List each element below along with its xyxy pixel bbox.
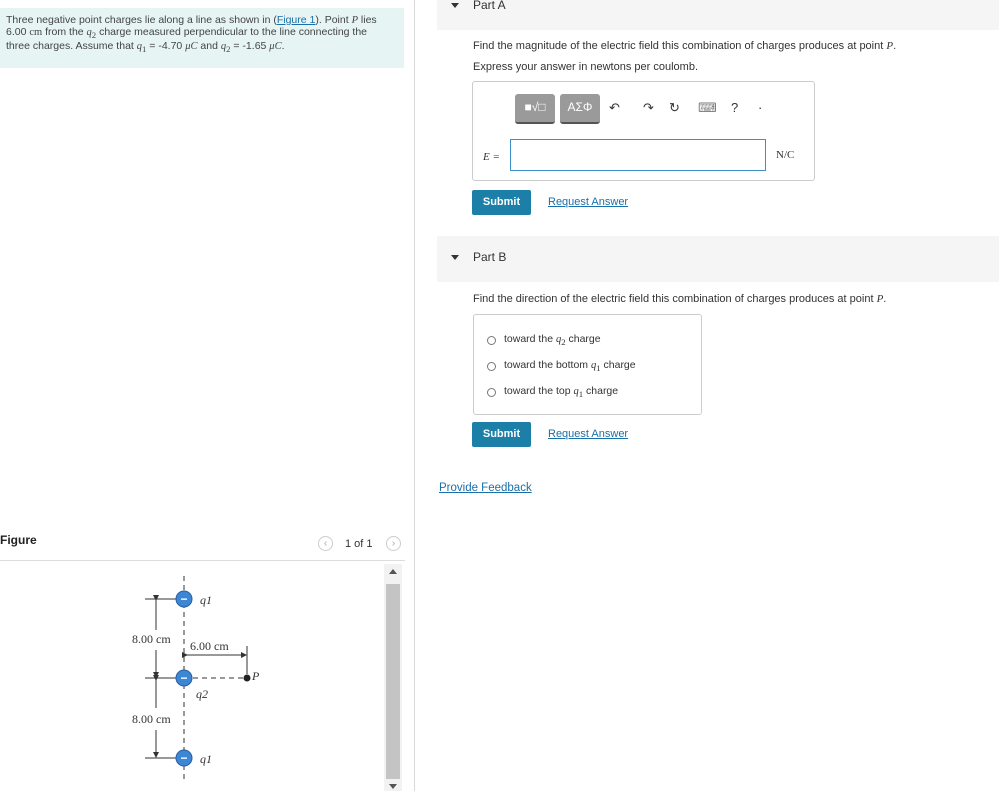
radio-button[interactable] xyxy=(487,362,496,371)
symbols-button[interactable]: ΑΣΦ xyxy=(560,94,600,124)
chevron-left-icon: ‹ xyxy=(323,538,328,549)
radio-button[interactable] xyxy=(487,388,496,397)
q2-label: q2 xyxy=(196,687,208,701)
redo-icon[interactable]: ↷ xyxy=(643,100,654,115)
part-a-question: Find the magnitude of the electric field this combination of charges produces at point P. xyxy=(473,40,897,52)
e-input-label: E = xyxy=(483,151,500,163)
part-a-instruction: Express your answer in newtons per coulomb. xyxy=(473,61,698,73)
column-divider xyxy=(414,0,415,791)
problem-line-1: Three negative point charges lie along a line as shown in (Figure 1). Point P lies xyxy=(6,14,377,26)
answer-box xyxy=(472,81,815,181)
next-figure-button[interactable] xyxy=(386,536,401,551)
charge-diagram xyxy=(120,570,280,785)
part-b-header[interactable] xyxy=(437,236,999,282)
point-p-label: P xyxy=(252,669,260,683)
minus-icon: − xyxy=(180,671,188,685)
problem-line-2: 6.00 cm from the $q_2$ charge measured perpendicular to the line connecting the xyxy=(6,25,368,40)
collapse-triangle-icon[interactable] xyxy=(451,3,459,8)
more-icon[interactable]: · xyxy=(758,100,763,115)
radio-button[interactable] xyxy=(487,336,496,345)
templates-button[interactable]: ■√□ xyxy=(515,94,555,124)
figure-divider xyxy=(0,560,405,561)
collapse-triangle-icon[interactable] xyxy=(451,255,459,260)
undo-icon[interactable]: ↶ xyxy=(609,100,620,115)
e-field-input[interactable] xyxy=(510,139,766,171)
part-b-question: Find the direction of the electric field this combination of charges produces at point P. xyxy=(473,293,887,305)
part-a-submit-button[interactable]: Submit xyxy=(472,190,531,215)
figure-counter: 1 of 1 xyxy=(345,538,373,550)
unit-label: N/C xyxy=(776,149,795,161)
choice-top-q1[interactable]: toward the top $q_1$ charge xyxy=(487,385,618,399)
q1-top-label: q1 xyxy=(200,593,212,607)
prev-figure-button[interactable] xyxy=(318,536,333,551)
part-a-header[interactable] xyxy=(437,0,999,30)
scroll-down-icon[interactable] xyxy=(389,784,397,789)
keyboard-icon[interactable]: ⌨ xyxy=(698,100,717,115)
provide-feedback-link[interactable]: Provide Feedback xyxy=(439,482,532,494)
choice-bottom-q1[interactable]: toward the bottom $q_1$ charge xyxy=(487,359,636,373)
dist-top-label: 8.00 cm xyxy=(132,632,171,646)
q1-bottom-label: q1 xyxy=(200,752,212,766)
figure-scrollbar[interactable] xyxy=(384,564,402,791)
choice-q2[interactable]: toward the $q_2$ charge xyxy=(487,333,601,347)
part-b-submit-button[interactable]: Submit xyxy=(472,422,531,447)
part-a-title: Part A xyxy=(473,0,506,12)
part-a-request-answer-link[interactable]: Request Answer xyxy=(548,196,629,208)
part-b-title: Part B xyxy=(473,250,507,264)
scroll-up-icon[interactable] xyxy=(389,569,397,574)
part-b-request-answer-link[interactable]: Request Answer xyxy=(548,428,629,440)
figure-label: Figure xyxy=(0,533,37,547)
problem-statement xyxy=(0,8,404,68)
dist-bottom-label: 8.00 cm xyxy=(132,712,171,726)
scroll-thumb[interactable] xyxy=(386,584,400,779)
minus-icon: − xyxy=(180,751,188,765)
dist-p-label: 6.00 cm xyxy=(190,639,229,653)
figure-link[interactable]: Figure 1 xyxy=(276,14,316,26)
point-p-dot xyxy=(244,675,251,682)
problem-line-3: three charges. Assume that $q_1 = -4.70$ μC and $q_2 = -1.65$ μC. xyxy=(6,40,285,55)
reset-icon[interactable]: ↻ xyxy=(669,100,680,115)
chevron-right-icon: › xyxy=(391,538,396,549)
minus-icon: − xyxy=(180,592,188,606)
help-icon[interactable]: ? xyxy=(731,100,739,115)
choices-box xyxy=(473,314,702,415)
